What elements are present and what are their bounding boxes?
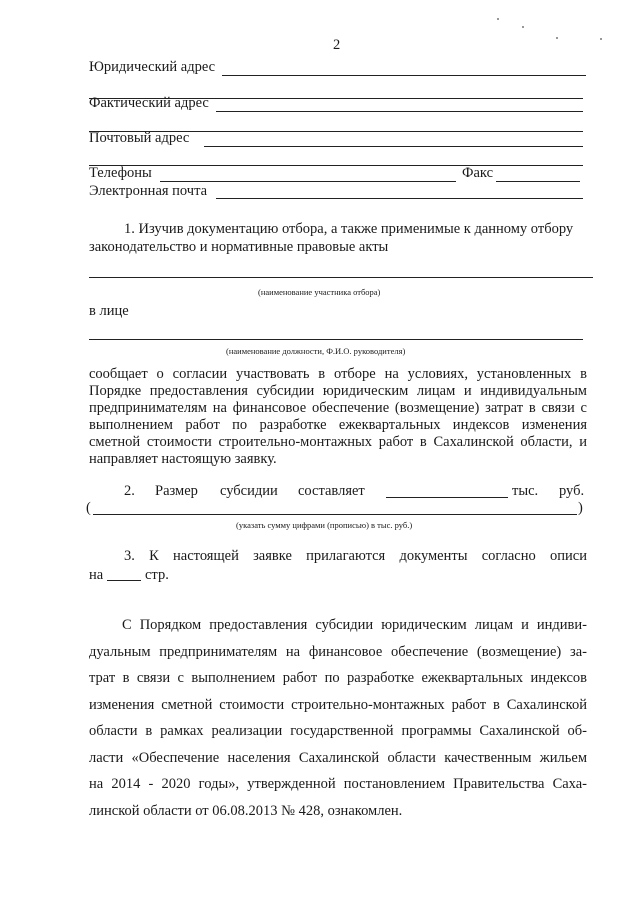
rub-label: руб. — [559, 483, 585, 499]
item2-number: 2. — [124, 483, 135, 499]
email-label: Электронная почта — [89, 183, 208, 199]
item2-word: субсидии — [220, 483, 278, 499]
email-blank[interactable] — [216, 198, 583, 199]
actual-address-blank[interactable] — [216, 111, 583, 112]
item1-body-line: Порядке предоставления субсидии юридическим лицам и индивидуальным — [89, 383, 587, 399]
item3-word: документы — [399, 548, 468, 564]
item1-body-line: предпринимателям на финансовое обеспечение (возмещение) затрат в связи с — [89, 400, 587, 416]
acknowledgement-line: на 2014 - 2020 годы», утвержденной постановлением Правительства Саха- — [89, 776, 587, 792]
item1-text-line1: 1. Изучив документацию отбора, а также применимые к данному отбору — [124, 221, 574, 237]
actual-address-label: Фактический адрес — [89, 95, 209, 111]
acknowledgement-line: С Порядком предоставления субсидии юридическим лицам и индиви- — [122, 617, 587, 633]
head-name-blank[interactable] — [89, 339, 583, 340]
acknowledgement-last-line: линской области от 06.08.2013 № 428, ознакомлен. — [89, 802, 403, 819]
page-number: 2 — [333, 37, 341, 53]
acknowledgement-line: трат в связи с выполнением работ по разработке ежеквартальных индексов — [89, 670, 587, 686]
legal-address-label: Юридический адрес — [89, 59, 216, 75]
item1-body-line: сообщает о согласии участвовать в отборе на условиях, установленных в — [89, 366, 587, 382]
item3-word: согласно — [481, 548, 536, 564]
open-paren: ( — [86, 500, 91, 516]
item1-body-last: направляет настоящую заявку. — [89, 451, 277, 467]
item3-word: 3. — [124, 548, 135, 564]
item2-word: Размер — [155, 483, 198, 499]
acknowledgement-line: дуальным предпринимателям на финансовое обеспечение (возмещение) за- — [89, 643, 587, 660]
subsidy-amount-blank[interactable] — [386, 497, 508, 498]
item3-word: заявке — [253, 548, 292, 564]
item1-body-line: сметной стоимости строительно-монтажных работ в Сахалинской области, и — [89, 434, 587, 450]
phones-label: Телефоны — [89, 165, 152, 181]
participant-caption: (наименование участника отбора) — [258, 287, 381, 297]
scan-speck — [522, 26, 524, 28]
amount-caption: (указать сумму цифрами (прописью) в тыс. руб.) — [236, 520, 413, 530]
legal-address-blank[interactable] — [222, 75, 586, 76]
item3-word: описи — [549, 548, 587, 564]
item3-on: на — [89, 567, 104, 583]
item1-body — [89, 366, 587, 468]
item3-line1 — [124, 547, 587, 565]
pages-count-blank[interactable] — [107, 580, 141, 581]
item3-word: К — [149, 548, 159, 564]
participant-name-blank[interactable] — [89, 277, 593, 278]
postal-address-blank-2[interactable] — [89, 165, 583, 166]
in-person-label: в лице — [89, 303, 129, 319]
close-paren: ) — [578, 500, 583, 516]
item3-pages: стр. — [145, 567, 169, 583]
fax-label: Факс — [462, 165, 494, 181]
scan-speck — [556, 37, 558, 39]
postal-address-label: Почтовый адрес — [89, 130, 190, 146]
fax-blank[interactable] — [496, 181, 580, 182]
thousand-label: тыс. — [512, 483, 539, 499]
item1-text-line2: законодательство и нормативные правовые акты — [89, 239, 389, 255]
item3-word: прилагаются — [306, 548, 386, 564]
item1-body-line: выполнением работ по разработке ежеквартальных индексов изменения — [89, 417, 587, 433]
scan-speck — [600, 38, 602, 40]
acknowledgement-line: ласти «Обеспечение населения Сахалинской области качественным жильем — [89, 749, 587, 766]
acknowledgement-line: изменения сметной стоимости строительно-монтажных работ в Сахалинской — [89, 696, 587, 713]
acknowledgement-line: области в рамках реализации государственной программы Сахалинской об- — [89, 723, 587, 739]
acknowledgement-paragraph — [89, 612, 587, 824]
postal-address-blank[interactable] — [204, 146, 583, 147]
item2-word: составляет — [298, 483, 365, 499]
item3-word: настоящей — [173, 548, 239, 564]
head-caption: (наименование должности, Ф.И.О. руководителя) — [226, 346, 406, 356]
subsidy-words-blank[interactable] — [93, 514, 577, 515]
scan-speck — [497, 18, 499, 20]
